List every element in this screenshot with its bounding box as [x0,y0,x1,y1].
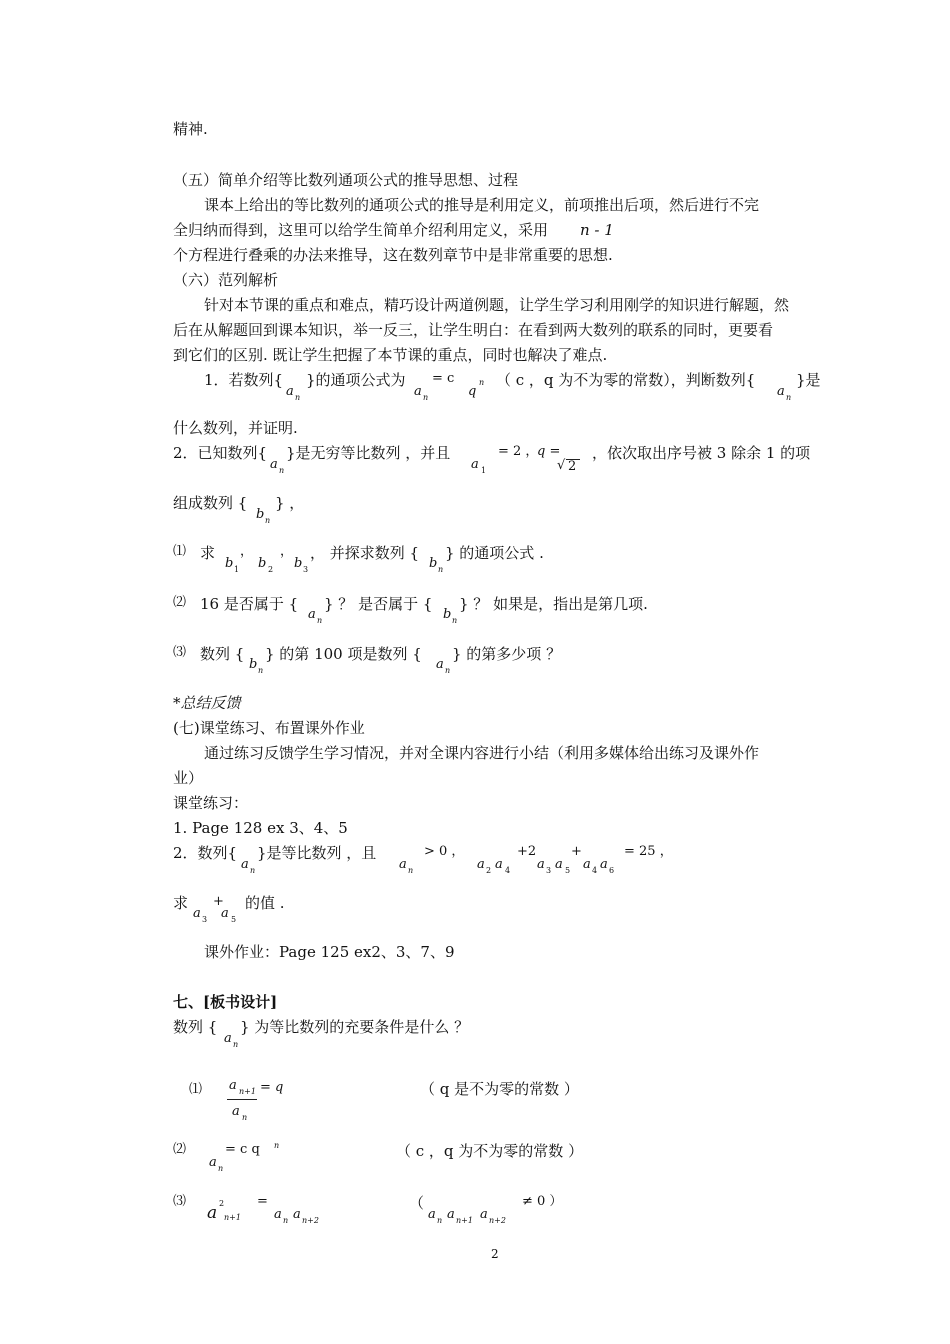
q3-a: a [436,657,444,672]
q2-b: b [443,607,452,622]
item2-an: a [241,857,249,872]
c1-den-sub: n [242,1113,248,1122]
c2-an: a [209,1155,217,1170]
summary-label: *总结反馈 [173,694,241,712]
find-a3-sub: 3 [202,915,208,924]
c2-note: （ c ，q 为不为零的常数 ） [396,1142,584,1160]
ex1-tail: }是 [796,371,821,389]
c3-n-an1-sub: n+1 [456,1216,473,1225]
c1-eq: = q [260,1080,284,1095]
practice-item1: 1. Page 128 ex 3、4、5 [173,819,348,837]
q3-mid: } 的第 100 项是数列 { [265,645,422,663]
ex1-close: }的通项公式为 [306,371,406,389]
c3-number: ⑶ [173,1194,187,1209]
item2-a3-sub: 3 [546,866,552,875]
c3-neq: ≠ 0 ） [522,1194,563,1209]
ex1-line2: 什么数列，并证明. [173,419,298,437]
section5-para-line2: 全归纳而得到，这里可以给学生简单介绍利用定义，采用 [173,221,549,239]
q2-a-sub: n [317,616,323,625]
ex2-q-eq: q = [537,444,561,459]
q2-text: 16 是否属于 { [200,595,299,613]
board-heading: 七、[板书设计] [173,993,278,1011]
ex1-a: a [286,384,294,399]
c1-num-sub: n+1 [239,1087,256,1096]
item2-an2-sub: n [408,866,414,875]
board-question-suffix: } 为等比数列的充要条件是什么 ？ [240,1018,470,1036]
section6-heading: （六）范列解析 [173,271,279,289]
practice-item2-prefix: 2．数列{ [173,844,238,862]
section5-heading: （五）简单介绍等比数列通项公式的推导思想、过程 [173,171,519,189]
item2-an2: a [399,857,407,872]
item2-a2-sub: 2 [486,866,492,875]
ex2-a1: a [471,457,479,472]
c3-n-an-sub: n [437,1216,443,1225]
q1-text: 求 [200,544,216,562]
c3-n-an: a [428,1207,436,1222]
item2-a2: a [477,857,485,872]
q3-number: ⑶ [173,645,187,660]
find-prefix: 求 [173,894,189,912]
ex2-prefix: 2．已知数列{ [173,444,268,462]
c3-an2-sub: n+2 [302,1216,319,1225]
item2-eq25: = 25 ， [624,844,673,859]
ex2-b-sub: n [265,516,271,525]
item2-a3: a [537,857,545,872]
c3-an-sub: n [283,1216,289,1225]
c3-n-an1: a [447,1207,455,1222]
item2-plus: + [571,844,582,859]
c1-note: （ q 是不为零的常数 ） [420,1080,579,1098]
practice-label: 课堂练习： [173,794,249,812]
sqrt-value: 2 [568,459,577,474]
c2-sup: n [274,1141,280,1150]
intro-spirit: 精神. [173,120,208,138]
page-number: 2 [491,1247,499,1261]
ex1-a-sub: n [295,393,301,402]
section5-para-line1: 课本上给出的等比数列的通项公式的推导是利用定义，前项推出后项，然后进行不完 [204,196,760,214]
c1-number: ⑴ [189,1082,203,1097]
c1-num-a: a [229,1078,237,1093]
c3-n-an2-sub: n+2 [489,1216,506,1225]
item2-a4-sub: 4 [505,866,511,875]
ex2-tail: ，依次取出序号被 3 除余 1 的项 [592,444,811,462]
board-question-prefix: 数列 { [173,1018,218,1036]
section6-para-line3: 到它们的区别. 既让学生把握了本节课的重点，同时也解决了难点. [173,346,608,364]
item2-a5-sub: 5 [565,866,571,875]
c1-den-a: a [232,1104,240,1119]
q1-b2: b [258,556,267,571]
c3-note-open: （ [409,1194,425,1212]
ex1-paren: （ c ，q 为不为零的常数），判断数列{ [496,371,756,389]
c2-an-sub: n [218,1164,224,1173]
ex1-eq-c: = c [432,371,455,386]
q2-a: a [308,607,316,622]
find-suffix: 的值 . [245,894,285,912]
sqrt-sign: √ [557,458,566,473]
item2-a6: a [600,857,608,872]
ex1-an-sub: n [423,393,429,402]
board-an: a [224,1031,232,1046]
c3-sub1: n+1 [224,1213,241,1222]
ex2-a-sub: n [279,466,285,475]
find-plus: + [213,894,224,909]
item2-a4b: a [583,857,591,872]
practice-item2-mid: }是等比数列 ，且 [257,844,377,862]
c1-fraction-line [227,1099,257,1100]
q3-b: b [249,657,258,672]
q1-b1-sub: 1 [234,565,240,574]
item2-a4b-sub: 4 [592,866,598,875]
homework: 课外作业：Page 125 ex2、3、7、9 [204,943,455,961]
q2-b-sub: n [452,616,458,625]
q1-number: ⑴ [173,544,187,559]
q2-number: ⑵ [173,595,187,610]
c3-sup: 2 [219,1199,225,1208]
q1-tail: ， 并探求数列 { [310,544,420,562]
c3-an: a [274,1207,282,1222]
c2-number: ⑵ [173,1142,187,1157]
item2-an-sub: n [250,866,256,875]
ex1-an: a [414,384,422,399]
q2-mid: } ？ 是否属于 { [324,595,433,613]
ex2-mid: }是无穷等比数列 ，并且 [286,444,451,462]
q1-b3-sub: 3 [303,565,309,574]
ex1-a2: a [777,384,785,399]
ex2-line2-prefix: 组成数列 { [173,494,248,512]
q3-a-sub: n [445,666,451,675]
c2-eq: = c q [225,1142,260,1157]
q1-b1: b [225,556,234,571]
q1-b3: b [294,556,303,571]
section7-heading: (七)课堂练习、布置课外作业 [173,719,365,737]
q1-bn-sub: n [438,565,444,574]
board-an-sub: n [233,1040,239,1049]
section7-para-line1: 通过练习反馈学生学习情况，并对全课内容进行小结（利用多媒体给出练习及课外作 [204,744,760,762]
section6-para-line2: 后在从解题回到课本知识，举一反三，让学生明白：在看到两大数列的联系的同时，更要看 [173,321,774,339]
ex1-a2-sub: n [786,393,792,402]
ex2-a: a [270,457,278,472]
q1-bn: b [429,556,438,571]
n-minus-1: n - 1 [580,221,614,239]
ex2-eq2: = 2 ， [498,444,539,459]
ex1-q-sup: n [479,378,485,387]
ex2-b: b [256,507,265,522]
ex1-q: q [468,384,477,399]
q1-comma1: ， [240,544,254,559]
ex2-line2-suffix: } ， [275,494,305,512]
find-a5-sub: 5 [231,915,237,924]
item2-a6-sub: 6 [609,866,615,875]
ex1-prefix: 1．若数列{ [204,371,284,389]
find-a5: a [221,906,229,921]
q3-b-sub: n [258,666,264,675]
item2-plus2: +2 [517,844,537,859]
q3-text: 数列 { [200,645,245,663]
section5-para-line3: 个方程进行叠乘的办法来推导，这在数列章节中是非常重要的思想. [173,246,613,264]
item2-gt0: > 0 ， [424,844,465,859]
c3-eq: = [257,1194,268,1209]
q3-tail: } 的第多少项 ？ [452,645,562,663]
c3-a: a [207,1203,218,1223]
section6-para-line1: 针对本节课的重点和难点，精巧设计两道例题，让学生学习利用刚学的知识进行解题，然 [204,296,790,314]
c3-an2: a [293,1207,301,1222]
find-a3: a [193,906,201,921]
item2-a5: a [555,857,563,872]
section7-para-line2: 业） [173,769,204,787]
c3-n-an2: a [480,1207,488,1222]
q2-tail: } ？ 如果是，指出是第几项. [459,595,648,613]
q1-comma2: ， [280,544,294,559]
q1-tail2: } 的通项公式 . [445,544,544,562]
item2-a4: a [495,857,503,872]
q1-b2-sub: 2 [268,565,274,574]
ex2-a1-sub: 1 [481,466,487,475]
